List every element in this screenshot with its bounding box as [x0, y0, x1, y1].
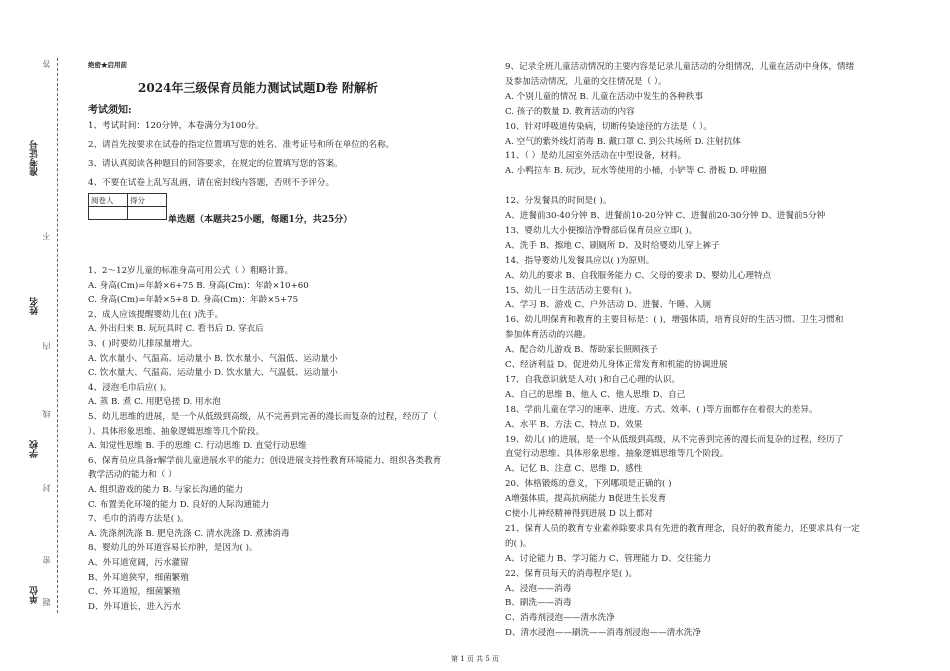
question-line: D、外耳道长，进入污水 [88, 601, 181, 612]
question-line: C. 孩子的数量 D. 教育活动的内容 [505, 106, 635, 117]
question-line: C、外耳道短，细菌繁殖 [88, 587, 181, 598]
score-input[interactable] [128, 207, 167, 220]
question-line: A. 知觉性思维 B. 手的思维 C. 行动思维 D. 直觉行动思维 [88, 441, 307, 452]
question-line: 6、保育员应具备r解学前儿童进展水平的能力；创设进展支持性教育环境能力、组织各类教育 [88, 455, 442, 466]
seal-mark: 题 [42, 598, 51, 606]
question-line: C、消毒剂浸泡——清水洗净 [505, 613, 615, 624]
notice-item: 3、请认真阅读各种题目的回答要求，在规定的位置填写您的答案。 [88, 159, 343, 169]
question-line: 直觉行动思维、具体形象思维、抽象逻辑思维等几个阶段。 [505, 449, 729, 460]
page-footer: 第 1 页 共 5 页 [450, 655, 500, 663]
question-line: 4、浸泡毛巾后应( )。 [88, 382, 172, 393]
question-line: 14、指导婴幼儿发餐具应以( )为原则。 [505, 255, 655, 266]
question-line: C. 饮水量大、气温高、运动量小 D. 饮水量大、气温低、运动量小 [88, 368, 338, 379]
question-line: A、自己的思维 B、他人 C、他人思维 D、自己 [505, 389, 686, 400]
question-line: 20、体格锻炼的意义，下列哪项是正确的( ) [505, 479, 672, 490]
seal-mark: 封 [42, 484, 51, 492]
binding-strip [0, 0, 70, 671]
seal-line [57, 58, 58, 613]
question-line: 21、保育人员的教育专业素养除要求具有先进的教育理念，良好的教育能力，还要求具有一定 [505, 523, 860, 534]
question-line: 19、幼儿( )的进展，是一个从低级到高级，从不完善到完善的漫长而复杂的过程，经历了 [505, 434, 844, 445]
section-title: 单选题（本题共25小题，每题1分，共25分） [168, 215, 353, 225]
question-line: 及参加活动情况，儿童的交往情况是（ ）。 [505, 76, 667, 87]
question-line: 11、（ ）是幼儿园室外活动在中型设备，材料。 [505, 151, 687, 162]
question-line: 7、毛巾的消毒方法是( )。 [88, 514, 189, 525]
question-line: ）、具体形象思维、抽象逻辑思维等几个阶段。 [88, 426, 265, 437]
question-line: 1、2～12岁儿童的标准身高可用公式（ ）粗略计算。 [88, 266, 294, 276]
question-line: A、记忆 B、注意 C、思维 D、感性 [505, 464, 643, 475]
question-line: 12、分发餐具的时间是( )。 [505, 196, 612, 207]
question-line: C. 身高(Cm)=年龄×5+8 D. 身高(Cm)：年龄×5+75 [88, 295, 299, 306]
question-line: A. 空气的紫外线灯消毒 B. 戴口罩 C. 到公共场所 D. 注射抗体 [505, 136, 741, 147]
question-line: 17、自我意识就是人对( )和自己心理的认识。 [505, 374, 681, 385]
notice-heading: 考试须知: [88, 105, 132, 116]
score-cell: 得分 [128, 194, 167, 207]
question-line: A、配合幼儿游戏 B、帮助家长照顾孩子 [505, 345, 658, 356]
reviewer-cell: 阅卷人 [89, 194, 128, 207]
notice-item: 1、考试时间：120分钟，本卷满分为100分。 [88, 121, 264, 131]
seal-mark: 线 [42, 410, 51, 418]
question-line: 13、婴幼儿大小便擦洁净臀部后保育员应立即( )。 [505, 225, 698, 236]
question-line: 9、记录全班儿童活动情况的主要内容是记录儿童活动的分组情况，儿童在活动中身体，情绪 [505, 62, 855, 72]
question-line: C、经济利益 D、促进幼儿身体正常发育和机能的协调进展 [505, 360, 728, 370]
school-label: 学校 [30, 440, 40, 458]
question-line: 的( )。 [505, 538, 532, 549]
question-line: A增强体质，提高抗病能力 B促进生长发育 [505, 494, 667, 505]
question-line: B、刷洗——消毒 [505, 598, 572, 609]
reviewer-input[interactable] [89, 207, 128, 220]
seal-mark: 答 [42, 60, 51, 68]
question-line: A、水平 B、方法 C、特点 D、效果 [505, 419, 643, 430]
question-line: 5、幼儿思维的进展，是一个从低级到高级，从不完善到完善的漫长而复杂的过程，经历了（ [88, 412, 438, 422]
question-line: 3、( )时要幼儿排尿量增大。 [88, 339, 198, 349]
page-title: 2024年三级保育员能力测试试题D卷 附解析 [138, 81, 378, 95]
seal-mark: 内 [42, 342, 51, 350]
question-line: 10、针对呼吸道传染病，切断传染途径的方法是（ ）。 [505, 121, 713, 132]
question-line: 教学活动的能力和（ ） [88, 470, 177, 481]
question-line: 8、婴幼儿的外耳道容易长疖肿，是因为( )。 [88, 543, 258, 554]
question-line: A、学习 B、游戏 C、户外活动 D、进餐、午睡、入厕 [505, 300, 712, 311]
seal-mark: 密 [42, 556, 51, 564]
question-line: A、讨论能力 B、学习能力 C、管理能力 D、交往能力 [505, 553, 712, 564]
question-line: A. 个别儿童的情况 B. 儿童在活动中发生的各种秩事 [505, 91, 704, 102]
question-line: 参加体育活动的兴趣。 [505, 330, 591, 341]
question-line: 18、学前儿童在学习的速率、进度、方式、效率、( )等方面都存在着很大的差异。 [505, 404, 818, 415]
question-line: B、外耳道狭窄，细菌繁殖 [88, 572, 189, 583]
seal-mark: 不 [42, 232, 51, 240]
unit-label: 单位 [30, 586, 40, 604]
question-line: 16、幼儿明保育和教育的主要目标是：( )，增强体质，培育良好的生活习惯、卫生习惯和 [505, 315, 844, 326]
question-line: A. 身高(Cm)=年龄×6+75 B. 身高(Cm)：年龄×10+60 [88, 280, 309, 291]
question-line: A、外耳道宽阔，污水灌留 [88, 558, 189, 568]
question-line: 22、保育员每天的消毒程序是( )。 [505, 568, 638, 579]
question-line: A、幼儿的要求 B、自我服务能力 C、父母的要求 D、婴幼儿心理特点 [505, 270, 772, 281]
question-line: C. 布置美化环境的能力 D. 良好的人际沟通能力 [88, 499, 270, 510]
question-line: A. 组织游戏的能力 B. 与家长沟通的能力 [88, 485, 244, 495]
name-label: 姓名 [30, 297, 40, 315]
secret-label: 绝密★启用前 [88, 61, 127, 69]
exam-number-label: 准考证号 [30, 140, 40, 176]
question-line: 15、幼儿一日生活活动主要有( )。 [505, 285, 638, 296]
question-line: A. 洗涤剂洗涤 B. 肥皂洗涤 C. 清水洗涤 D. 煮沸消毒 [88, 528, 290, 539]
question-line: A. 外出归来 B. 玩玩具时 C. 看书后 D. 穿衣后 [88, 324, 264, 335]
question-line: C使小儿神经精神得到进展 D 以上都对 [505, 509, 653, 519]
question-line: A、浸泡——消毒 [505, 583, 572, 594]
score-box [88, 193, 167, 220]
question-line: D、清水浸泡——刷洗——消毒剂浸泡——清水洗净 [505, 628, 701, 639]
notice-item: 2、请首先按要求在试卷的指定位置填写您的姓名、准考证号和所在单位的名称。 [88, 140, 395, 150]
question-line: A. 小鸭拉车 B. 玩沙，玩水等使用的小桶，小铲等 C. 滑板 D. 呼啦圈 [505, 166, 767, 177]
question-line: A. 饮水量小、气温高、运动量小 B. 饮水量小、气温低、运动量小 [88, 353, 338, 364]
notice-item: 4、不要在试卷上乱写乱画，请在密封线内答题，否则不予评分。 [88, 178, 335, 188]
question-line: 2、成人应该提醒婴幼儿在( )洗手。 [88, 309, 224, 320]
question-line: A. 蒸 B. 煮 C. 用肥皂搓 D. 用水泡 [88, 397, 221, 408]
question-line: A、洗手 B、擦地 C、刷厕所 D、及时给婴幼儿穿上裤子 [505, 240, 720, 251]
question-line: A、进餐前30-40分钟 B、进餐前10-20分钟 C、进餐前20-30分钟 D、进餐前5分钟 [505, 211, 826, 221]
